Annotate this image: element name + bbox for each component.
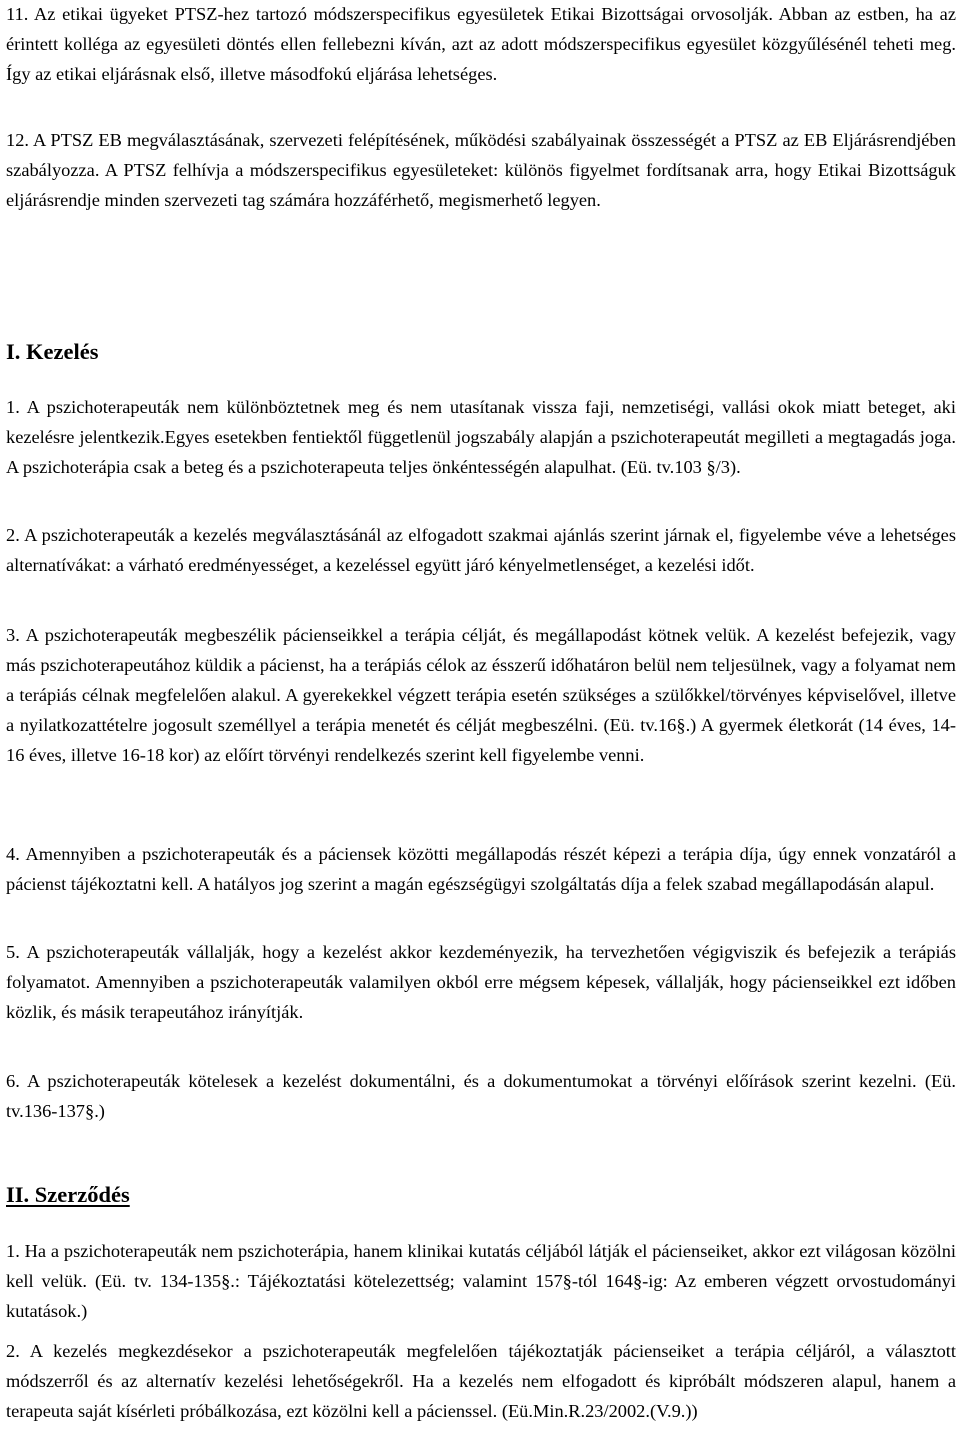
szerzodes-item-1: 1. Ha a pszichoterapeuták nem pszichoterápia, hanem klinikai kutatás céljából látják el pácienseiket, akkor ezt világosan közölni kell velük. (Eü. tv. 134-135§.: Tájékoztatási kötelezettség; valamint 157§-tól 164§-ig: Az emberen végzett orvostudományi kutatások.) [6,1241,956,1321]
section-heading-kezeles: I. Kezelés [6,339,99,364]
paragraph-11: 11. Az etikai ügyeket PTSZ-hez tartozó módszerspecifikus egyesületek Etikai Bizottságai orvosolják. Abban az estben, ha az érintett kolléga az egyesületi döntés ellen fellebezni kíván, azt az adott módszerspecifikus egyesület közgyűlésénél teheti meg. Így az etikai eljárásnak első, illetve másodfokú eljárása lehetséges. [6,4,956,84]
kezeles-item-5: 5. A pszichoterapeuták vállalják, hogy a kezelést akkor kezdeményezik, ha tervezhetően végigviszik és befejezik a terápiás folyamatot. Amennyiben a pszichoterapeuták valamilyen okból erre mégsem képesek, vállalják, hogy pácienseikkel ezt időben közlik, és másik terapeutához irányítják. [6,942,956,1022]
kezeles-item-6: 6. A pszichoterapeuták kötelesek a kezelést dokumentálni, és a dokumentumokat a törvényi előírások szerint kezelni. (Eü. tv.136-137§.) [6,1071,956,1121]
kezeles-item-3: 3. A pszichoterapeuták megbeszélik pácienseikkel a terápia célját, és megállapodást kötnek velük. A kezelést befejezik, vagy más pszichoterapeutához küldik a pácienst, ha a terápiás célok az ésszerű időhatáron belül nem teljesülnek, vagy a folyamat nem a terápiás célnak megfelelően alakul. A gyerekekkel végzett terápia esetén szükséges a szülőkkel/törvényes képviselővel, illetve a nyilatkozattételre jogosult személlyel a terápia menetét és célját megbeszélni. (Eü. tv.16§.) A gyermek életkorát (14 éves, 14-16 éves, illetve 16-18 kor) az előírt törvényi rendelkezés szerint kell figyelembe venni. [6,625,956,765]
szerzodes-item-2: 2. A kezelés megkezdésekor a pszichoterapeuták megfelelően tájékoztatják pácienseiket a terápia céljáról, a választott módszerről és az alternatív kezelési lehetőségekről. Ha a kezelés nem elfogadott és kipróbált módszeren alapul, hanem a terapeuta saját kísérleti próbálkozása, ezt közölni kell a pácienssel. (Eü.Min.R.23/2002.(V.9.)) [6,1341,956,1421]
kezeles-item-2: 2. A pszichoterapeuták a kezelés megválasztásánál az elfogadott szakmai ajánlás szerint járnak el, figyelembe véve a lehetséges alternatívákat: a várható eredményességet, a kezeléssel együtt járó kényelmetlenséget, a kezelési időt. [6,525,956,575]
kezeles-item-4: 4. Amennyiben a pszichoterapeuták és a páciensek közötti megállapodás részét képezi a terápia díja, úgy ennek vonzatáról a pácienst tájékoztatni kell. A hatályos jog szerint a magán egészségügyi szolgáltatás díja a felek szabad megállapodásán alapul. [6,844,956,894]
paragraph-12: 12. A PTSZ EB megválasztásának, szervezeti felépítésének, működési szabályainak összességét a PTSZ az EB Eljárásrendjében szabályozza. A PTSZ felhívja a módszerspecifikus egyesületeket: különös figyelmet fordítsanak arra, hogy Etikai Bizottságuk eljárásrendje minden szervezeti tag számára hozzáférhető, megismerhető legyen. [6,130,956,210]
section-heading-szerzodes: II. Szerződés [6,1182,130,1207]
kezeles-item-1: 1. A pszichoterapeuták nem különböztetnek meg és nem utasítanak vissza faji, nemzetiségi, vallási okok miatt beteget, aki kezelésre jelentkezik.Egyes esetekben fentiektől függetlenül jogszabály alapján a pszichoterapeutát megilleti a megtagadás joga. A pszichoterápia csak a beteg és a pszichoterapeuta teljes önkéntességén alapulhat. (Eü. tv.103 §/3). [6,397,956,477]
